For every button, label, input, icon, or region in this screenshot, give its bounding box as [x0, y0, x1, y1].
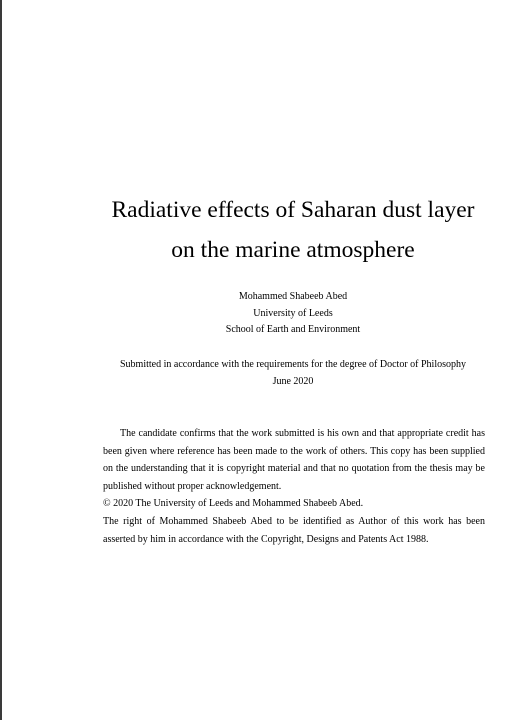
moral-right-statement: The right of Mohammed Shabeeb Abed to be identified as Author of this work has been asserted by him in accordance with the Copyright, Designs and Patents Act 1988.	[103, 515, 485, 545]
submission-statement: Submitted in accordance with the requirements for the degree of Doctor of Philosophy	[119, 359, 466, 370]
thesis-title-line-1: Radiative effects of Saharan dust layer	[111, 197, 475, 223]
page-left-border	[0, 0, 2, 720]
copyright-notice: © 2020 The University of Leeds and Mohammed Shabeeb Abed.	[103, 498, 364, 510]
author-block	[60, 289, 526, 339]
thesis-title	[60, 190, 526, 270]
thesis-title-line-2: on the marine atmosphere	[171, 237, 415, 263]
declaration-paragraph: The candidate confirms that the work submitted is his own and that appropriate credit has been given where reference has been made to the work of others. This copy has been supplied on the understanding that it is copyright material and that no quotation from the thesis may be published without proper acknowledgement.	[103, 428, 485, 492]
author-name: Mohammed Shabeeb Abed	[238, 291, 348, 302]
author-school: School of Earth and Environment	[225, 324, 361, 335]
author-university: University of Leeds	[253, 307, 333, 319]
submission-date: June 2020	[272, 375, 314, 387]
submission-block	[60, 357, 526, 390]
declaration-block	[103, 425, 485, 548]
